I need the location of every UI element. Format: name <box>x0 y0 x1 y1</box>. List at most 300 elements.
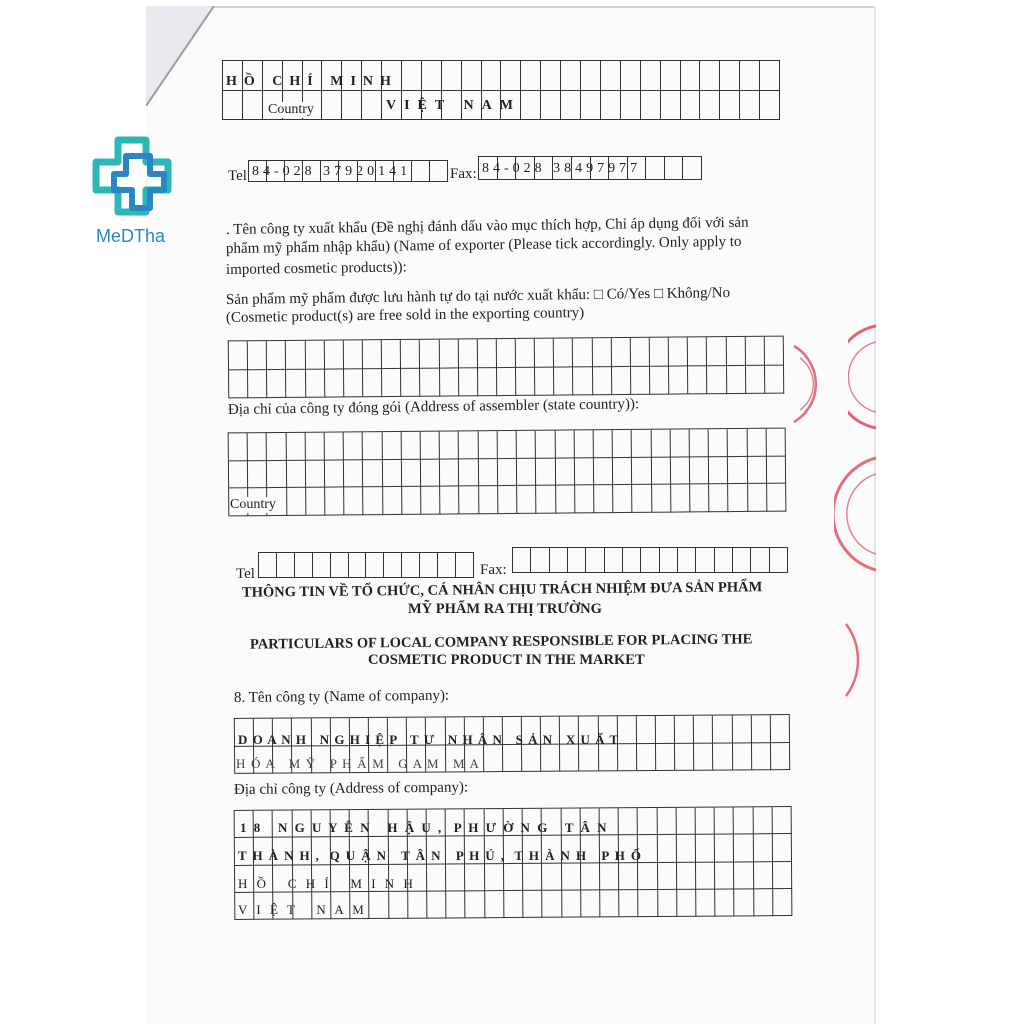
form-box-cell <box>478 339 497 368</box>
form-box-cell <box>420 553 438 578</box>
form-box-cell <box>267 461 286 489</box>
form-box-cell <box>747 429 766 457</box>
form-box-cell <box>462 61 482 91</box>
form-box-cell <box>344 488 363 516</box>
form-box-cell <box>715 835 734 862</box>
form-box-cell <box>735 889 754 916</box>
folded-corner <box>146 6 214 106</box>
form-box-cell <box>344 460 363 488</box>
form-box-cell <box>593 367 612 396</box>
form-box-cell <box>562 890 581 917</box>
form-box-cell <box>554 338 573 367</box>
form-box-cell <box>401 368 420 397</box>
form-box-cell <box>324 340 343 369</box>
form-box-cell <box>696 548 714 573</box>
medtha-logo-text: MeDTha <box>96 226 166 246</box>
form-box-cell <box>688 337 707 366</box>
section-title-vi-2: MỸ PHẨM RA THỊ TRƯỜNG <box>408 601 602 617</box>
form-box-cell <box>613 430 632 458</box>
form-box-cell <box>766 429 785 457</box>
form-box-cell <box>363 340 382 369</box>
form-box-cell <box>612 366 631 395</box>
form-box-cell <box>497 339 516 368</box>
form-box-cell <box>683 157 702 180</box>
form-box-cell <box>322 91 342 121</box>
assembler-fax-label: Fax: <box>480 562 507 578</box>
form-box-cell <box>344 340 363 369</box>
form-box-cell <box>427 891 446 918</box>
form-box-cell <box>732 715 751 743</box>
form-box-cell <box>623 548 641 573</box>
form-box-cell <box>594 430 613 458</box>
form-box-cell <box>504 863 523 890</box>
form-box-cell <box>440 431 459 459</box>
form-box-cell <box>696 862 715 889</box>
form-box-cell <box>709 429 728 457</box>
form-box-cell <box>466 891 485 918</box>
form-box-cell <box>531 548 549 573</box>
form-box-cell <box>536 458 555 486</box>
form-box-cell <box>382 432 401 460</box>
form-box-cell <box>363 460 382 488</box>
form-box-cell <box>765 365 784 394</box>
form-box-cell <box>438 553 456 578</box>
red-stamp-right-1 <box>848 322 876 432</box>
form-box-cell <box>581 890 600 917</box>
form-box-cell <box>325 369 344 398</box>
form-box-cell <box>747 456 766 484</box>
form-box-cell <box>601 91 621 121</box>
form-box-cell <box>363 369 382 398</box>
form-box-cell <box>344 432 363 460</box>
form-box-cell <box>734 835 753 862</box>
form-box-cell <box>772 807 791 834</box>
assembler-label: Địa chỉ của công ty đóng gói (Address of assembler (state country)): <box>227 396 640 418</box>
form-box-cell <box>670 429 689 457</box>
form-box-cell <box>696 808 715 835</box>
form-box-cell <box>517 458 536 486</box>
form-box-cell <box>420 368 439 397</box>
form-box-cell <box>676 808 695 835</box>
red-stamp-right-2 <box>834 454 876 574</box>
form-box-cell <box>621 91 641 121</box>
form-box-cell <box>709 457 728 485</box>
form-box-cell <box>638 808 657 835</box>
form-box-cell <box>554 367 573 396</box>
form-box-cell <box>754 862 773 889</box>
form-box-cell <box>773 862 792 889</box>
form-box-cell <box>366 553 384 578</box>
form-box-cell <box>402 61 422 91</box>
form-box-cell <box>638 862 657 889</box>
form-box-cell <box>287 460 306 488</box>
form-box-cell <box>523 891 542 918</box>
form-box-cell <box>325 460 344 488</box>
form-box-cell <box>430 161 448 182</box>
form-box-cell <box>485 891 504 918</box>
form-box-cell <box>707 366 726 395</box>
form-box-cell <box>412 161 430 182</box>
form-box-cell <box>733 548 751 573</box>
form-box-cell <box>621 61 641 91</box>
form-box-cell <box>484 745 503 773</box>
assembler-tel-label: Tel <box>236 566 255 582</box>
form-box-cell <box>696 835 715 862</box>
form-box-cell <box>694 716 713 744</box>
form-box-cell <box>733 743 752 771</box>
form-box-cell <box>459 431 478 459</box>
form-box-cell <box>594 458 613 486</box>
form-box-cell <box>305 341 324 370</box>
form-box-cell <box>248 461 267 489</box>
form-box-cell <box>641 548 659 573</box>
company-name-label: 8. Tên công ty (Name of company): <box>233 687 450 706</box>
form-box-cell <box>485 864 504 891</box>
form-box-cell <box>751 548 769 573</box>
form-box-cell <box>594 485 613 513</box>
form-box-cell <box>770 548 788 573</box>
exporter-heading-3: imported cosmetic products)): <box>225 259 407 278</box>
form-box-cell <box>402 432 421 460</box>
form-box-cell <box>661 91 681 121</box>
form-box-cell <box>694 743 713 771</box>
form-box-cell <box>619 863 638 890</box>
form-box-cell <box>504 891 523 918</box>
form-box-cell <box>746 365 765 394</box>
form-box-cell <box>619 808 638 835</box>
form-box-cell <box>229 341 248 370</box>
form-box-cell <box>421 459 440 487</box>
form-box-cell <box>632 430 651 458</box>
company-address-line-1: 1 8 N G U Y Ễ N H Ậ U , P H Ư Ờ N G T Â N <box>240 820 609 835</box>
form-box-cell <box>401 340 420 369</box>
company-address-line-4: V I Ệ T N A M <box>238 902 367 917</box>
form-box-cell <box>715 889 734 916</box>
form-box-cell <box>460 487 479 515</box>
form-box-cell <box>536 431 555 459</box>
form-box-cell <box>612 338 631 367</box>
form-box-cell <box>305 433 324 461</box>
form-box-cell <box>669 366 688 395</box>
assembler-tel-grid <box>258 552 474 578</box>
form-box-cell <box>248 370 267 399</box>
form-box-cell <box>362 91 382 121</box>
form-box-cell <box>535 367 554 396</box>
form-box-cell <box>728 429 747 457</box>
form-box-cell <box>555 430 574 458</box>
form-box-cell <box>720 91 740 121</box>
form-box-cell <box>446 864 465 891</box>
form-box-cell <box>618 744 637 772</box>
form-box-cell <box>536 486 555 514</box>
form-box-cell <box>618 716 637 744</box>
form-box-cell <box>760 61 780 91</box>
form-box-cell <box>752 743 771 771</box>
form-box-cell <box>669 337 688 366</box>
assembler-country-label: Country <box>230 497 276 512</box>
form-box-cell <box>267 433 286 461</box>
form-box-cell <box>748 484 767 512</box>
form-box-cell <box>344 369 363 398</box>
form-box-cell <box>728 457 747 485</box>
country-label: Country <box>268 102 314 117</box>
fax-label-top: Fax: <box>450 166 477 182</box>
form-box-cell <box>267 341 286 370</box>
form-box-cell <box>513 548 531 573</box>
form-box-cell <box>459 459 478 487</box>
form-box-cell <box>707 337 726 366</box>
form-box-cell <box>555 458 574 486</box>
form-box-cell <box>229 433 248 461</box>
form-box-cell <box>677 889 696 916</box>
form-box-cell <box>658 862 677 889</box>
form-box-cell <box>690 429 709 457</box>
form-box-cell <box>660 548 678 573</box>
company-address-label: Địa chỉ công ty (Address of company): <box>233 779 469 798</box>
form-box-cell <box>458 339 477 368</box>
form-box-cell <box>306 369 325 398</box>
red-stamp-upper <box>790 338 830 430</box>
form-box-cell <box>562 863 581 890</box>
form-box-cell <box>734 807 753 834</box>
form-box-cell <box>575 486 594 514</box>
form-box-cell <box>389 891 408 918</box>
form-box-cell <box>402 459 421 487</box>
form-box-cell <box>421 487 440 515</box>
form-box-cell <box>295 553 313 578</box>
form-box-cell <box>517 431 536 459</box>
free-sale-line-en: (Cosmetic product(s) are free sold in the exporting country) <box>225 304 585 326</box>
form-box-cell <box>243 91 263 121</box>
form-box-cell <box>287 488 306 516</box>
form-box-cell <box>325 432 344 460</box>
form-box-cell <box>681 61 701 91</box>
form-box-cell <box>720 61 740 91</box>
form-box-cell <box>734 862 753 889</box>
fax-value-top: 84-028 38497977 <box>482 161 642 176</box>
form-box-cell <box>408 891 427 918</box>
form-box-cell <box>568 548 586 573</box>
form-box-cell <box>677 835 696 862</box>
form-box-cell <box>688 366 707 395</box>
form-box-cell <box>523 863 542 890</box>
form-box-cell <box>498 459 517 487</box>
exporter-heading-1: . Tên công ty xuất khẩu (Đề nghị đánh dấu vào mục thích hợp, Chỉ áp dụng đối với sản <box>225 214 749 238</box>
form-box-cell <box>383 460 402 488</box>
form-box-cell <box>479 486 498 514</box>
free-sale-line: Sản phẩm mỹ phẩm được lưu hành tự do tại nước xuất khẩu: □ Có/Yes □ Không/No <box>225 284 731 308</box>
form-box-cell <box>579 744 598 772</box>
form-box-cell <box>456 553 474 578</box>
form-box-cell <box>677 862 696 889</box>
form-box-cell <box>349 553 367 578</box>
form-box-cell <box>726 337 745 366</box>
form-box-cell <box>641 91 661 121</box>
form-box-cell <box>700 61 720 91</box>
form-box-cell <box>382 340 401 369</box>
form-box-cell <box>561 91 581 121</box>
form-box-cell <box>753 807 772 834</box>
form-box-cell <box>267 369 286 398</box>
form-box-cell <box>715 862 734 889</box>
form-box-cell <box>658 890 677 917</box>
form-box-cell <box>516 339 535 368</box>
form-box-cell <box>713 715 732 743</box>
form-box-cell <box>440 459 459 487</box>
form-box-cell <box>592 338 611 367</box>
company-address-line-2: T H À N H , Q U Ậ N T Â N P H Ú , T H À N H P H Ố <box>238 848 643 863</box>
form-box-cell <box>715 807 734 834</box>
form-box-cell <box>229 370 248 399</box>
form-box-cell <box>740 91 760 121</box>
form-box-cell <box>760 91 780 121</box>
form-box-cell <box>482 61 502 91</box>
form-box-cell <box>613 458 632 486</box>
form-box-cell <box>696 889 715 916</box>
form-box-cell <box>542 863 561 890</box>
form-box-cell <box>771 715 790 743</box>
form-box-cell <box>550 548 568 573</box>
form-box-cell <box>573 367 592 396</box>
form-box-cell <box>652 485 671 513</box>
form-box-cell <box>259 553 277 578</box>
form-box-cell <box>478 368 497 397</box>
medtha-logo-icon <box>90 134 174 220</box>
form-box-cell <box>522 744 541 772</box>
form-box-cell <box>671 457 690 485</box>
company-name-line-1: D O A N H N G H I Ệ P T Ư N H Â N S Ả N X U Ấ T <box>238 732 620 747</box>
form-box-cell <box>727 365 746 394</box>
section-title-vi-1: THÔNG TIN VỀ TỔ CHỨC, CÁ NHÂN CHỊU TRÁCH NHIỆM ĐƯA SẢN PHẨM <box>241 579 763 601</box>
form-box-cell <box>521 61 541 91</box>
form-box-cell <box>773 834 792 861</box>
form-box-cell <box>650 366 669 395</box>
form-box-cell <box>313 553 331 578</box>
form-box-cell <box>681 91 701 121</box>
form-box-cell <box>690 485 709 513</box>
form-box-cell <box>478 431 497 459</box>
form-box-cell <box>229 461 248 489</box>
red-stamp-right-3 <box>840 620 860 700</box>
form-box-cell <box>765 337 784 366</box>
form-box-cell <box>384 553 402 578</box>
form-box-cell <box>422 61 442 91</box>
form-box-cell <box>248 433 267 461</box>
form-box-cell <box>581 863 600 890</box>
form-box-cell <box>619 890 638 917</box>
form-box-cell <box>383 487 402 515</box>
company-name-line-2: H Ó A M Ỹ P H Ẩ M G A M M A <box>236 756 481 771</box>
form-box-cell <box>248 341 267 370</box>
form-box-cell <box>535 339 554 368</box>
form-box-cell <box>613 485 632 513</box>
form-box-cell <box>657 808 676 835</box>
form-box-cell <box>402 487 421 515</box>
form-box-cell <box>665 157 684 180</box>
form-box-cell <box>402 553 420 578</box>
form-box-cell <box>656 716 675 744</box>
form-box-cell <box>690 457 709 485</box>
form-box-cell <box>709 484 728 512</box>
form-box-cell <box>561 61 581 91</box>
form-box-cell <box>560 744 579 772</box>
form-box-cell <box>517 486 536 514</box>
form-box-cell <box>286 369 305 398</box>
form-box-cell <box>752 715 771 743</box>
form-box-cell <box>420 340 439 369</box>
form-box-cell <box>632 457 651 485</box>
form-box-cell <box>479 459 498 487</box>
form-box-cell <box>605 548 623 573</box>
form-box-cell <box>325 488 344 516</box>
form-box-cell <box>586 548 604 573</box>
form-box-cell <box>600 890 619 917</box>
form-box-cell <box>657 835 676 862</box>
form-box-cell <box>753 834 772 861</box>
assembler-grid <box>228 428 787 517</box>
form-box-cell <box>498 486 517 514</box>
form-box-cell <box>767 484 786 512</box>
form-box-cell <box>651 457 670 485</box>
form-box-cell <box>277 553 295 578</box>
form-box-cell <box>306 460 325 488</box>
assembler-fax-grid <box>512 547 788 573</box>
form-box-cell <box>541 61 561 91</box>
form-box-cell <box>601 61 621 91</box>
form-box-cell <box>286 341 305 370</box>
form-box-cell <box>286 433 305 461</box>
form-box-cell <box>459 368 478 397</box>
form-box-cell <box>331 553 349 578</box>
country-value: VIỆT NAM <box>386 98 521 113</box>
form-box-cell <box>745 337 764 366</box>
form-box-cell <box>637 743 656 771</box>
form-box-cell <box>650 338 669 367</box>
form-box-cell <box>446 891 465 918</box>
form-box-cell <box>516 367 535 396</box>
form-box-cell <box>713 743 732 771</box>
form-box-cell <box>767 456 786 484</box>
form-box-cell <box>632 485 651 513</box>
form-box-cell <box>503 744 522 772</box>
form-box-cell <box>754 889 773 916</box>
form-box-cell <box>637 716 656 744</box>
form-box-cell <box>675 743 694 771</box>
form-box-cell <box>700 91 720 121</box>
form-box-cell <box>675 716 694 744</box>
form-box-cell <box>581 91 601 121</box>
form-box-cell <box>421 432 440 460</box>
form-box-cell <box>656 743 675 771</box>
form-box-cell <box>440 487 459 515</box>
form-box-cell <box>641 61 661 91</box>
form-box-cell <box>439 339 458 368</box>
form-box-cell <box>342 91 362 121</box>
form-box-cell <box>671 485 690 513</box>
form-box-cell <box>740 61 760 91</box>
form-box-cell <box>497 367 516 396</box>
section-title-en-2: COSMETIC PRODUCT IN THE MARKET <box>368 652 645 668</box>
form-box-cell <box>600 863 619 890</box>
form-box-cell <box>651 430 670 458</box>
form-box-cell <box>370 892 389 919</box>
form-box-cell <box>646 157 665 180</box>
form-box-cell <box>364 487 383 515</box>
form-box-cell <box>465 864 484 891</box>
form-box-cell <box>501 61 521 91</box>
form-box-cell <box>678 548 696 573</box>
form-box-cell <box>382 368 401 397</box>
